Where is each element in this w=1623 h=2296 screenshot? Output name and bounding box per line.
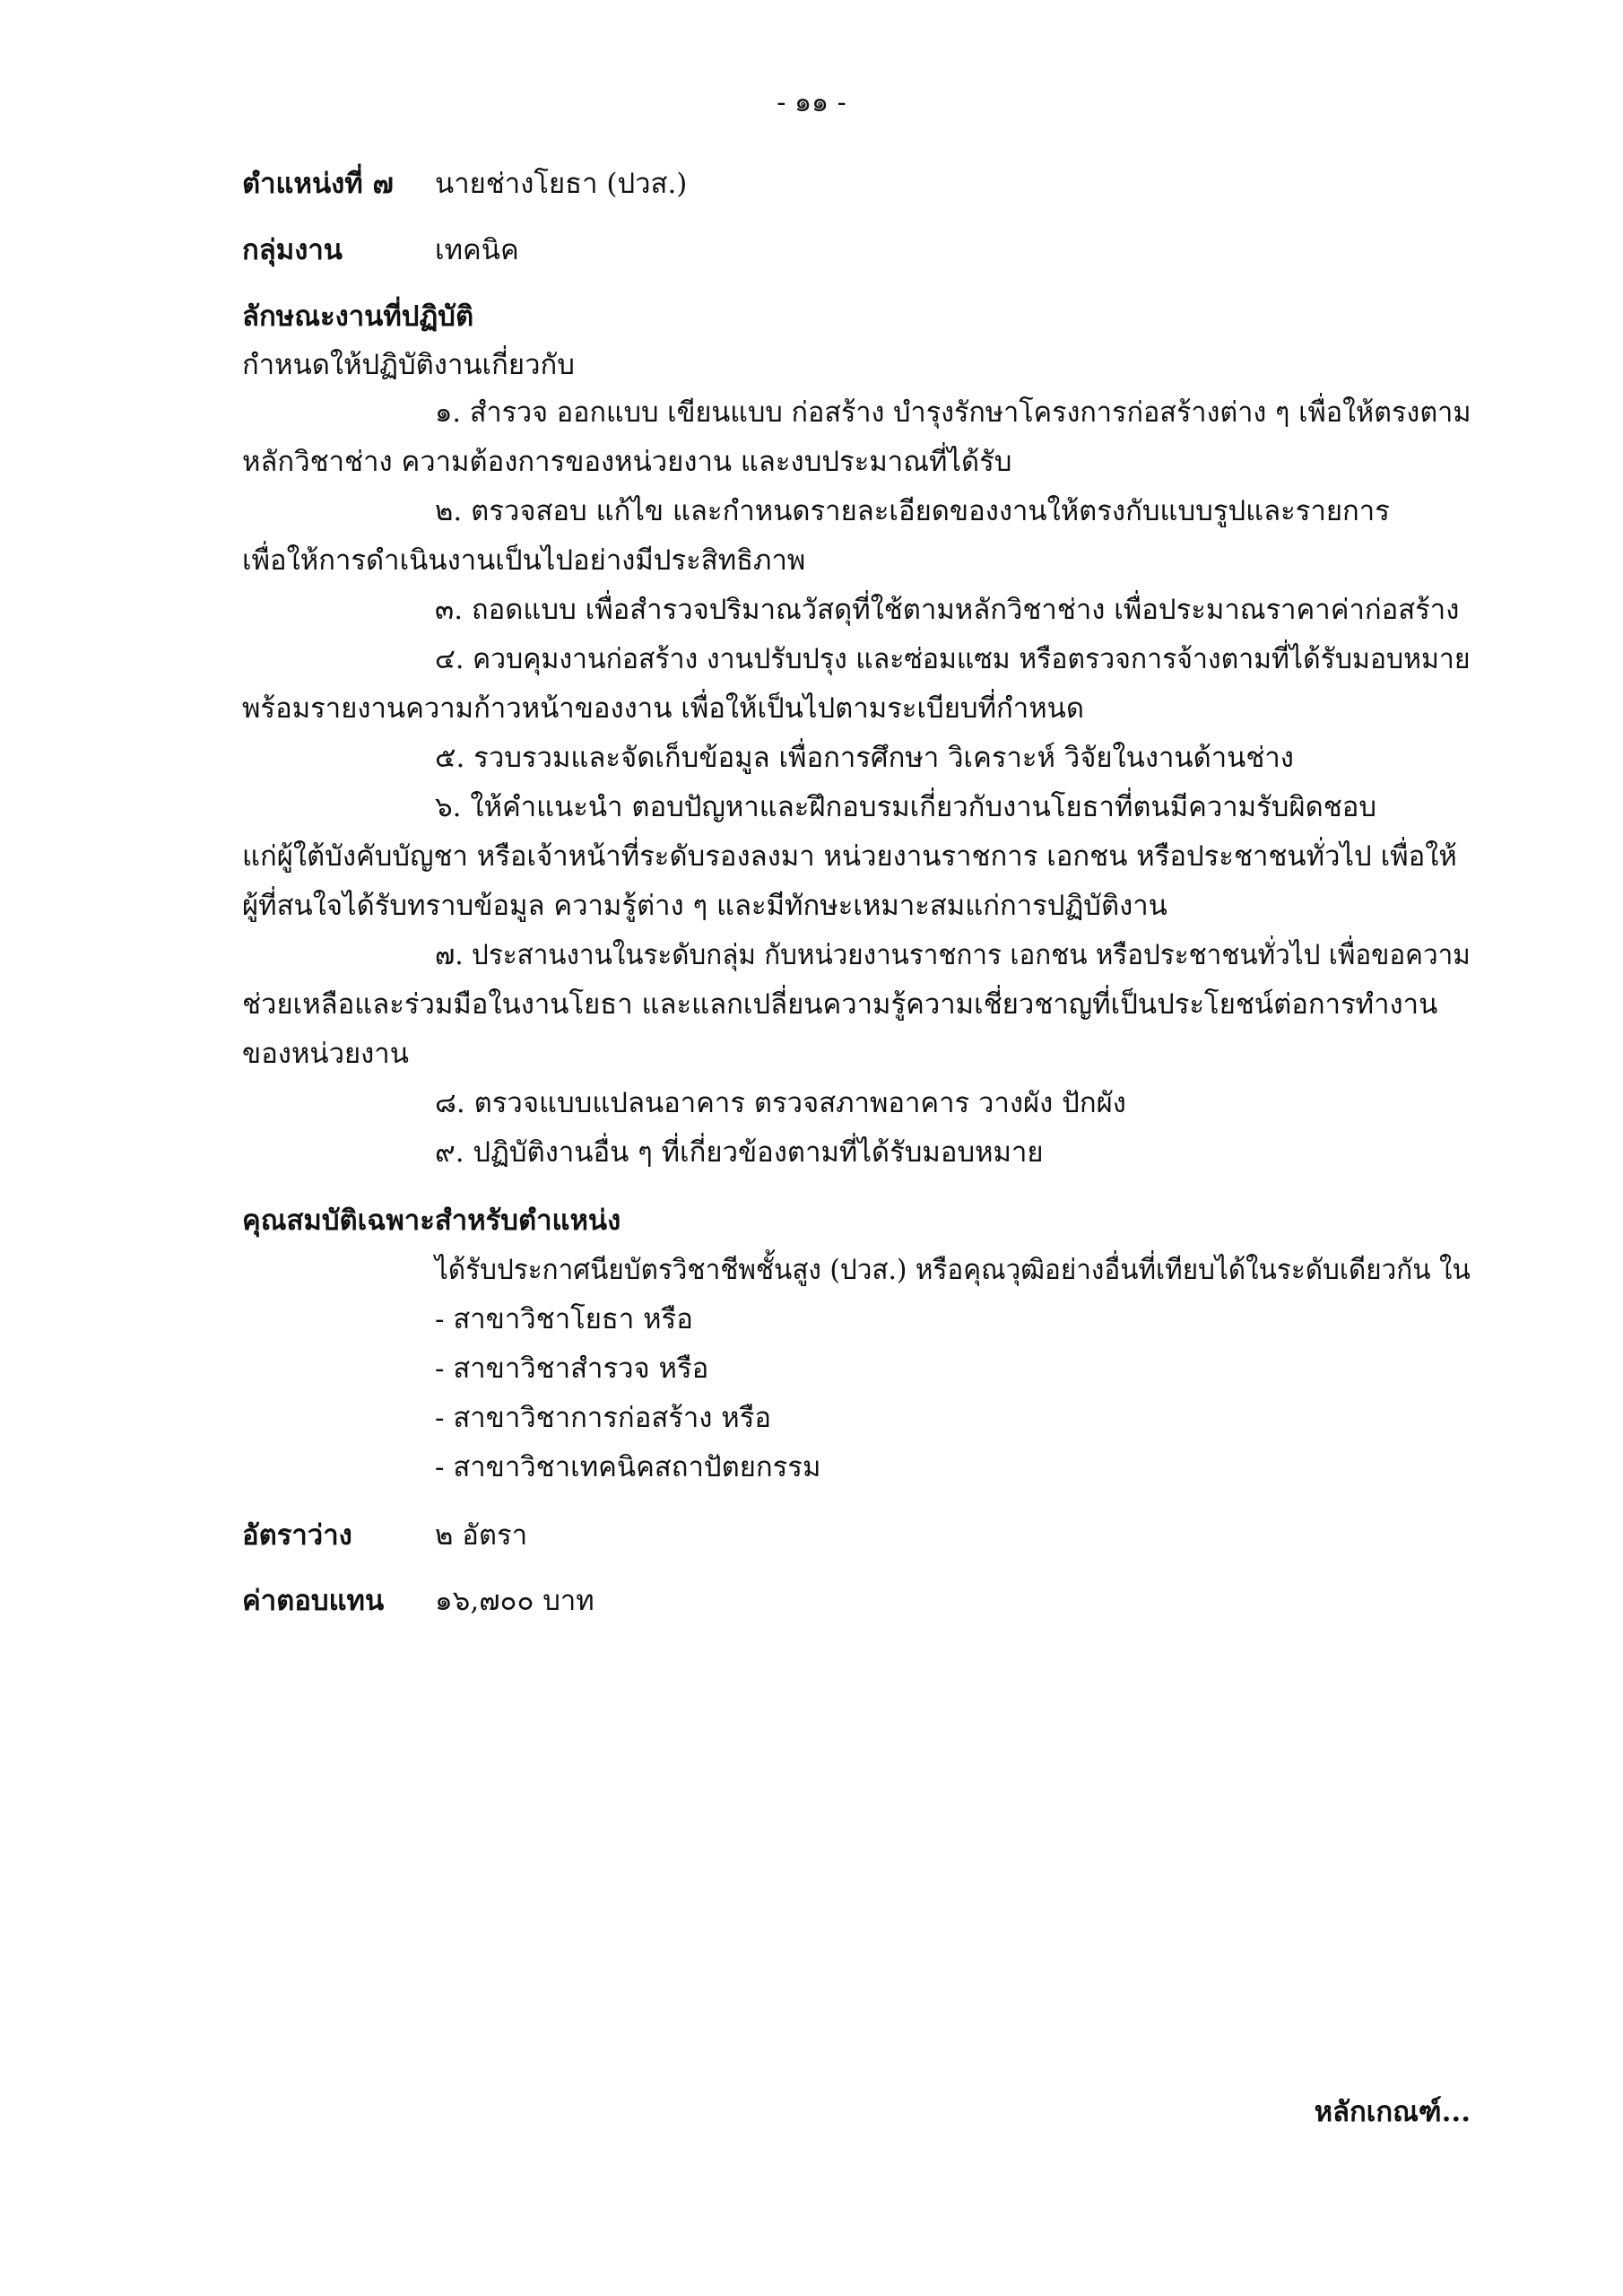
continuation-text: หลักเกณฑ์... — [1314, 2096, 1471, 2128]
branch-item: - สาขาวิชาสำรวจ หรือ — [435, 1352, 709, 1385]
vacancies-label: อัตราว่าง — [242, 1519, 352, 1552]
group-label: กลุ่มงาน — [242, 234, 343, 266]
position-label: ตำแหน่งที่ ๗ — [242, 168, 394, 200]
branch-item: - สาขาวิชาการก่อสร้าง หรือ — [435, 1402, 771, 1434]
duty-4-line-2: พร้อมรายงานความก้าวหน้าของงาน เพื่อให้เป็นไปตามระเบียบที่กำหนด — [242, 692, 1084, 725]
duty-2-line-1: ๒. ตรวจสอบ แก้ไข และกำหนดรายละเอียดของงานให้ตรงกับแบบรูปและรายการ — [435, 495, 1390, 527]
duties-heading: ลักษณะงานที่ปฏิบัติ — [242, 300, 474, 333]
duty-8-line-1: ๘. ตรวจแบบแปลนอาคาร ตรวจสภาพอาคาร วางผัง ปักผัง — [435, 1087, 1126, 1119]
vacancies-value: ๒ อัตรา — [435, 1519, 528, 1552]
page-number: - ๑๑ - — [777, 87, 846, 118]
duty-7-line-1: ๗. ประสานงานในระดับกลุ่ม กับหน่วยงานราชการ เอกชน หรือประชาชนทั่วไป เพื่อขอความ — [435, 939, 1471, 971]
qualifications-intro: ได้รับประกาศนียบัตรวิชาชีพชั้นสูง (ปวส.) หรือคุณวุฒิอย่างอื่นที่เทียบได้ในระดับเดียวกัน ใน — [435, 1254, 1471, 1286]
branch-item: - สาขาวิชาเทคนิคสถาปัตยกรรม — [435, 1451, 821, 1483]
duty-6-line-1: ๖. ให้คำแนะนำ ตอบปัญหาและฝึกอบรมเกี่ยวกับงานโยธาที่ตนมีความรับผิดชอบ — [435, 791, 1377, 823]
group-value: เทคนิค — [435, 234, 519, 266]
duty-3-line-1: ๓. ถอดแบบ เพื่อสำรวจปริมาณวัสดุที่ใช้ตามหลักวิชาช่าง เพื่อประมาณราคาค่าก่อสร้าง — [435, 594, 1460, 626]
position-value: นายช่างโยธา (ปวส.) — [435, 168, 688, 200]
duty-7-line-3: ของหน่วยงาน — [242, 1038, 409, 1070]
duties-intro: กำหนดให้ปฏิบัติงานเกี่ยวกับ — [242, 349, 575, 381]
duty-7-line-2: ช่วยเหลือและร่วมมือในงานโยธา และแลกเปลี่ยนความรู้ความเชี่ยวชาญที่เป็นประโยชน์ต่อการทำงาน — [242, 988, 1438, 1021]
duty-6-line-3: ผู้ที่สนใจได้รับทราบข้อมูล ความรู้ต่าง ๆ และมีทักษะเหมาะสมแก่การปฏิบัติงาน — [242, 890, 1167, 922]
duty-1-line-2: หลักวิชาช่าง ความต้องการของหน่วยงาน และงบประมาณที่ได้รับ — [242, 446, 1012, 478]
duty-5-line-1: ๕. รวบรวมและจัดเก็บข้อมูล เพื่อการศึกษา วิเคราะห์ วิจัยในงานด้านช่าง — [435, 742, 1294, 774]
branch-item: - สาขาวิชาโยธา หรือ — [435, 1303, 693, 1335]
salary-label: ค่าตอบแทน — [242, 1585, 385, 1617]
duty-2-line-2: เพื่อให้การดำเนินงานเป็นไปอย่างมีประสิทธิภาพ — [242, 544, 806, 577]
duty-4-line-1: ๔. ควบคุมงานก่อสร้าง งานปรับปรุง และซ่อมแซม หรือตรวจการจ้างตามที่ได้รับมอบหมาย — [435, 643, 1471, 675]
qualifications-heading: คุณสมบัติเฉพาะสำหรับตำแหน่ง — [242, 1205, 621, 1237]
duty-6-line-2: แก่ผู้ใต้บังคับบัญชา หรือเจ้าหน้าที่ระดับรองลงมา หน่วยงานราชการ เอกชน หรือประชาชนทั่วไป เพื่อให้ — [242, 840, 1457, 873]
duty-1-line-1: ๑. สำรวจ ออกแบบ เขียนแบบ ก่อสร้าง บำรุงรักษาโครงการก่อสร้างต่าง ๆ เพื่อให้ตรงตาม — [435, 396, 1471, 429]
salary-value: ๑๖,๗๐๐ บาท — [435, 1585, 595, 1617]
duty-9-line-1: ๙. ปฏิบัติงานอื่น ๆ ที่เกี่ยวข้องตามที่ได้รับมอบหมาย — [435, 1136, 1044, 1169]
